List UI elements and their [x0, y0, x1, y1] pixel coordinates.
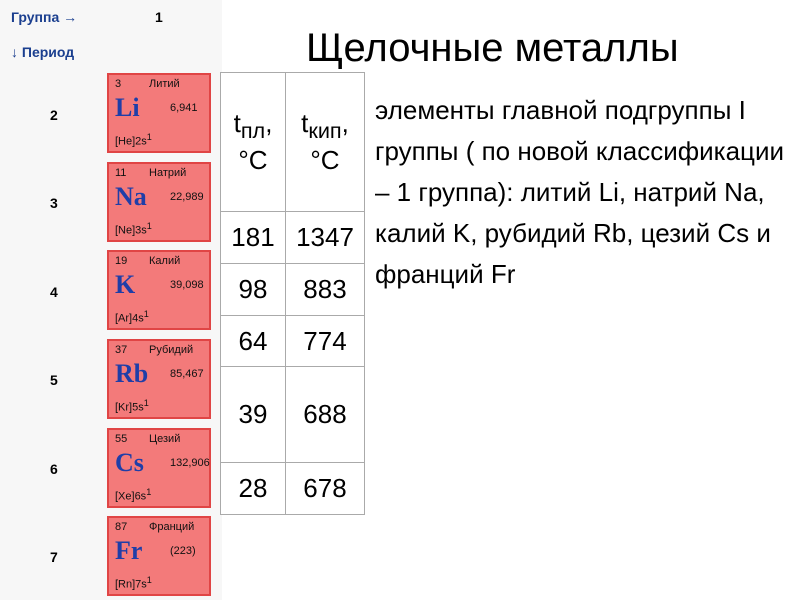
slide-title: Щелочные металлы	[306, 26, 679, 70]
temperature-table	[220, 72, 365, 515]
boiling-point-cell: 688	[286, 367, 365, 463]
period-number: 5	[50, 372, 58, 388]
atomic-number: 37	[115, 344, 128, 356]
element-cell-sodium	[107, 162, 211, 242]
electron-config: $[Rn]7s^1$	[115, 575, 152, 591]
atomic-number: 19	[115, 255, 128, 267]
element-symbol: K	[115, 270, 136, 299]
table-row	[221, 316, 365, 367]
atomic-mass: (223)	[170, 545, 196, 557]
atomic-mass: 39,098	[170, 279, 204, 291]
table-row	[221, 212, 365, 264]
atomic-mass: 6,941	[170, 102, 198, 114]
element-name: Натрий	[149, 167, 187, 179]
boiling-point-cell: 678	[286, 463, 365, 515]
melting-point-cell: 64	[221, 316, 286, 367]
electron-config: $[Ne]3s^1$	[115, 221, 152, 237]
atomic-number: 55	[115, 433, 128, 445]
group-number: 1	[155, 9, 163, 25]
melting-point-header: $t_{пл}$, °C	[221, 73, 286, 212]
temperature-header-row	[221, 73, 365, 212]
element-symbol: Rb	[115, 359, 149, 388]
electron-config: $[He]2s^1$	[115, 132, 152, 148]
element-name: Цезий	[149, 433, 181, 445]
element-name: Калий	[149, 255, 181, 267]
element-symbol: Fr	[115, 536, 143, 565]
atomic-number: 87	[115, 521, 128, 533]
element-cell-francium	[107, 516, 211, 596]
period-number: 7	[50, 549, 58, 565]
atomic-number: 11	[115, 167, 127, 179]
element-cell-cesium	[107, 428, 211, 508]
slide-description: элементы главной подгруппы I группы ( по новой классификации – 1 группа): литий Li, натрий Na, калий K, рубидий Rb, цезий Cs и франций Fr	[375, 95, 784, 289]
boiling-point-header: $t_{кип}$, °C	[286, 73, 365, 212]
period-header-label: ↓ Период	[11, 44, 75, 60]
period-number: 3	[50, 195, 58, 211]
table-row	[221, 463, 365, 515]
element-symbol: Li	[115, 93, 140, 122]
atomic-mass: 132,906	[170, 457, 210, 469]
boiling-point-cell: 774	[286, 316, 365, 367]
element-cell-lithium	[107, 73, 211, 153]
electron-config: $[Xe]6s^1$	[115, 487, 152, 503]
element-cell-rubidium	[107, 339, 211, 419]
element-name: Франций	[149, 521, 195, 533]
period-number: 2	[50, 107, 58, 123]
electron-config: $[Ar]4s^1$	[115, 309, 149, 325]
periodic-table-column	[0, 0, 222, 600]
boiling-point-cell: 883	[286, 264, 365, 316]
element-name: Литий	[149, 78, 180, 90]
element-name: Рубидий	[149, 344, 194, 356]
element-cell-potassium	[107, 250, 211, 330]
melting-point-cell: 98	[221, 264, 286, 316]
group-header-label: Группа →	[11, 9, 78, 25]
boiling-point-cell: 1347	[286, 212, 365, 264]
melting-point-cell: 181	[221, 212, 286, 264]
atomic-number: 3	[115, 78, 122, 90]
atomic-mass: 22,989	[170, 191, 204, 203]
electron-config: $[Kr]5s^1$	[115, 398, 149, 414]
melting-point-cell: 39	[221, 367, 286, 463]
period-number: 4	[50, 284, 58, 300]
element-symbol: Na	[115, 182, 147, 211]
table-row	[221, 367, 365, 463]
table-row	[221, 264, 365, 316]
atomic-mass: 85,467	[170, 368, 204, 380]
melting-point-cell: 28	[221, 463, 286, 515]
element-symbol: Cs	[115, 448, 144, 477]
period-number: 6	[50, 461, 58, 477]
